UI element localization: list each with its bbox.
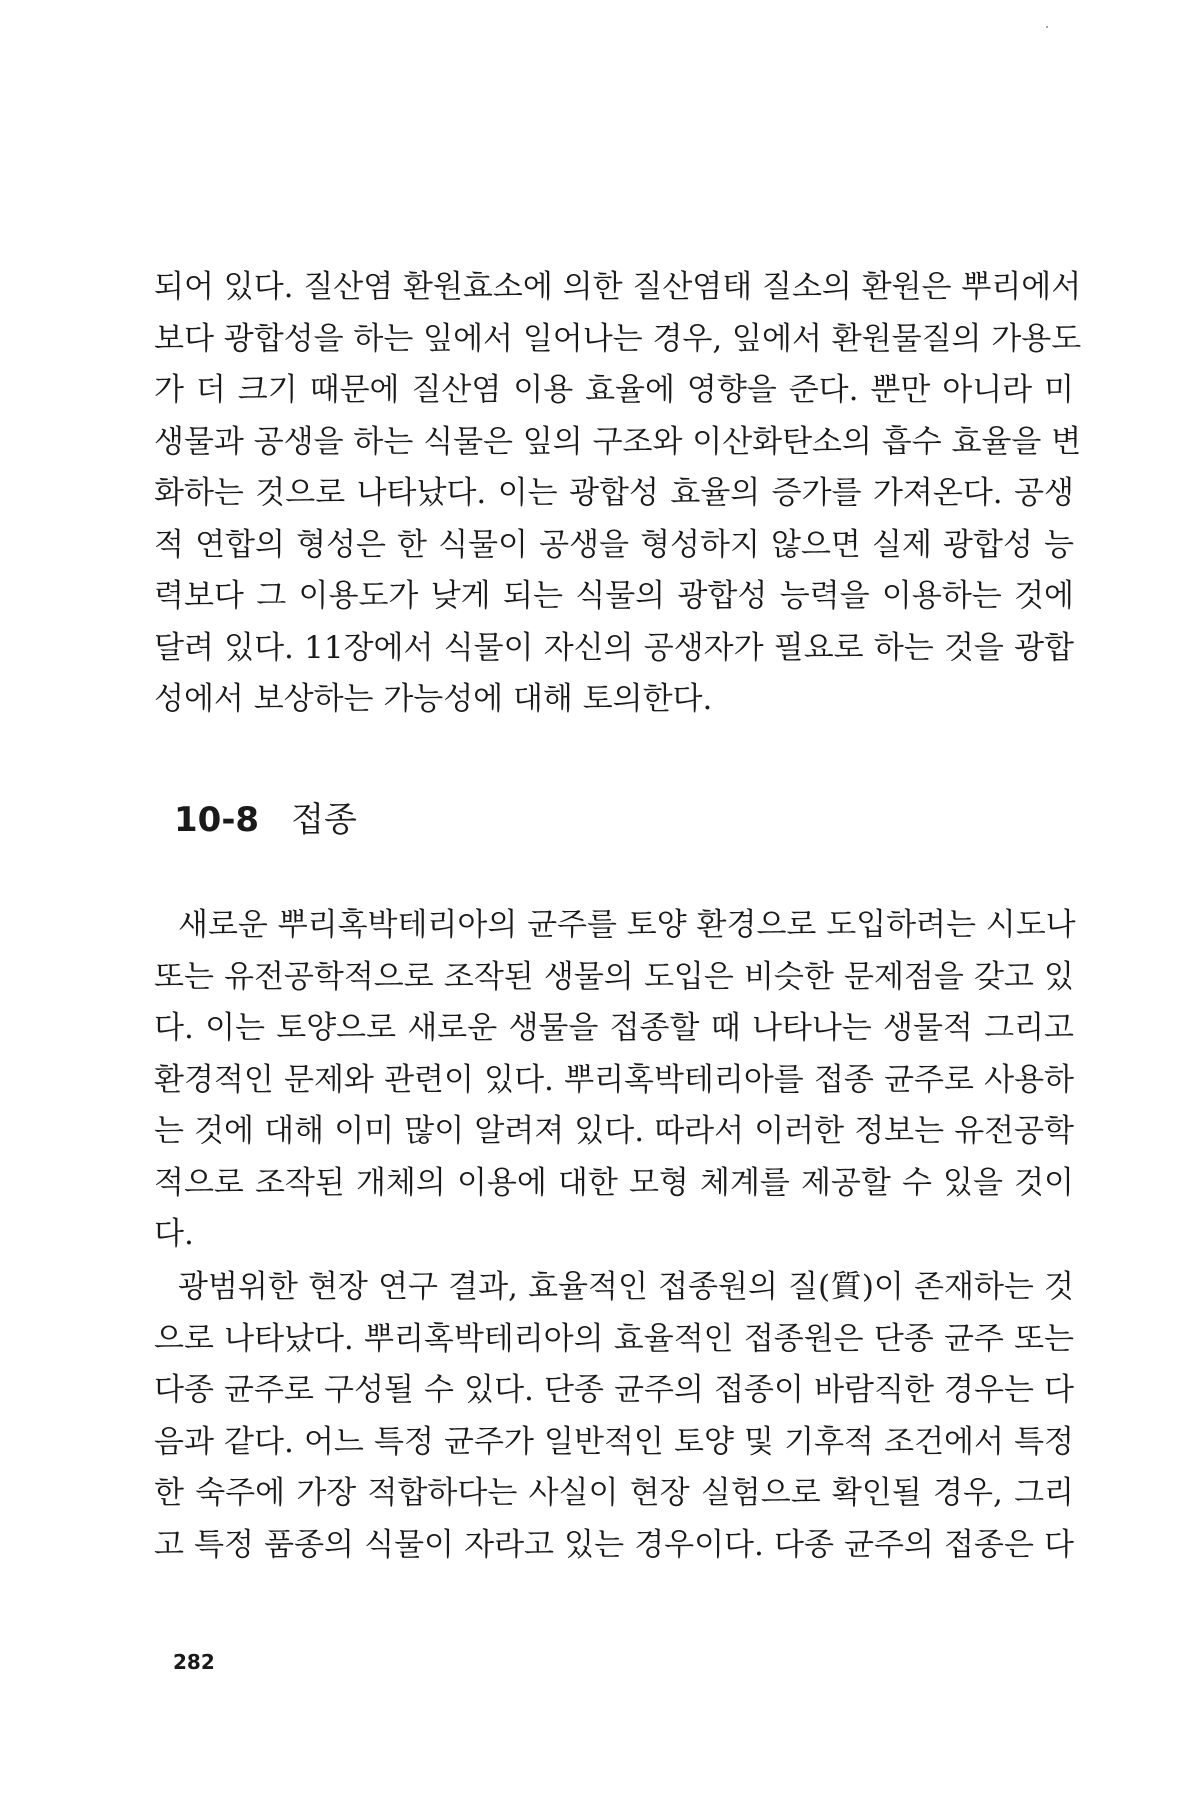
text-line: 다종 균주로 구성될 수 있다. 단종 균주의 접종이 바람직한 경우는 다 bbox=[154, 1372, 1074, 1408]
text-line: 되어 있다. 질산염 환원효소에 의한 질산염태 질소의 환원은 뿌리에서 bbox=[154, 269, 1082, 305]
body-paragraph-3 bbox=[154, 1262, 1074, 1571]
text-line: 생물과 공생을 하는 식물은 잎의 구조와 이산화탄소의 흡수 효율을 변 bbox=[154, 423, 1082, 460]
text-line: 또는 유전공학적으로 조작된 생물의 도입은 비슷한 문제점을 갖고 있 bbox=[154, 958, 1074, 995]
text-line: 력보다 그 이용도가 낮게 되는 식물의 광합성 능력을 이용하는 것에 bbox=[154, 578, 1074, 614]
scan-speck bbox=[1046, 26, 1048, 28]
text-line: 달려 있다. 11장에서 식물이 자신의 공생자가 필요로 하는 것을 광합 bbox=[154, 629, 1074, 666]
text-line: 다. bbox=[154, 1216, 194, 1252]
text-line: 가 더 크기 때문에 질산염 이용 효율에 영향을 준다. 뿐만 아니라 미 bbox=[154, 372, 1074, 408]
text-line: 성에서 보상하는 가능성에 대해 토의한다. bbox=[154, 681, 713, 717]
text-line: 으로 나타났다. 뿌리혹박테리아의 효율적인 접종원은 단종 균주 또는 bbox=[154, 1320, 1074, 1357]
text-line: 적 연합의 형성은 한 식물이 공생을 형성하지 않으면 실제 광합성 능 bbox=[154, 526, 1074, 563]
text-line: 화하는 것으로 나타났다. 이는 광합성 효율의 증가를 가져온다. 공생 bbox=[154, 475, 1074, 511]
text-line: 광범위한 현장 연구 결과, 효율적인 접종원의 질(質)이 존재하는 것 bbox=[178, 1269, 1074, 1305]
section-title: 접종 bbox=[291, 800, 357, 840]
section-heading bbox=[174, 798, 357, 842]
body-paragraph-1 bbox=[154, 262, 1082, 726]
text-line: 는 것에 대해 이미 많이 알려져 있다. 따라서 이러한 정보는 유전공학 bbox=[154, 1113, 1074, 1149]
page-number: 282 bbox=[173, 1650, 215, 1674]
text-line: 한 숙주에 가장 적합하다는 사실이 현장 실험으로 확인될 경우, 그리 bbox=[154, 1475, 1074, 1511]
text-line: 음과 같다. 어느 특정 균주가 일반적인 토양 및 기후적 조건에서 특정 bbox=[154, 1423, 1074, 1460]
text-line: 보다 광합성을 하는 잎에서 일어나는 경우, 잎에서 환원물질의 가용도 bbox=[154, 320, 1082, 357]
text-line: 새로운 뿌리혹박테리아의 균주를 토양 환경으로 도입하려는 시도나 bbox=[178, 907, 1076, 943]
text-line: 환경적인 문제와 관련이 있다. 뿌리혹박테리아를 접종 균주로 사용하 bbox=[154, 1061, 1074, 1098]
section-number: 10-8 bbox=[174, 800, 260, 840]
text-line: 적으로 조작된 개체의 이용에 대한 모형 체계를 제공할 수 있을 것이 bbox=[154, 1164, 1074, 1201]
text-line: 다. 이는 토양으로 새로운 생물을 접종할 때 나타나는 생물적 그리고 bbox=[154, 1010, 1074, 1046]
text-line: 고 특정 품종의 식물이 자라고 있는 경우이다. 다종 균주의 접종은 다 bbox=[154, 1526, 1074, 1563]
body-paragraph-2 bbox=[154, 900, 1074, 1261]
